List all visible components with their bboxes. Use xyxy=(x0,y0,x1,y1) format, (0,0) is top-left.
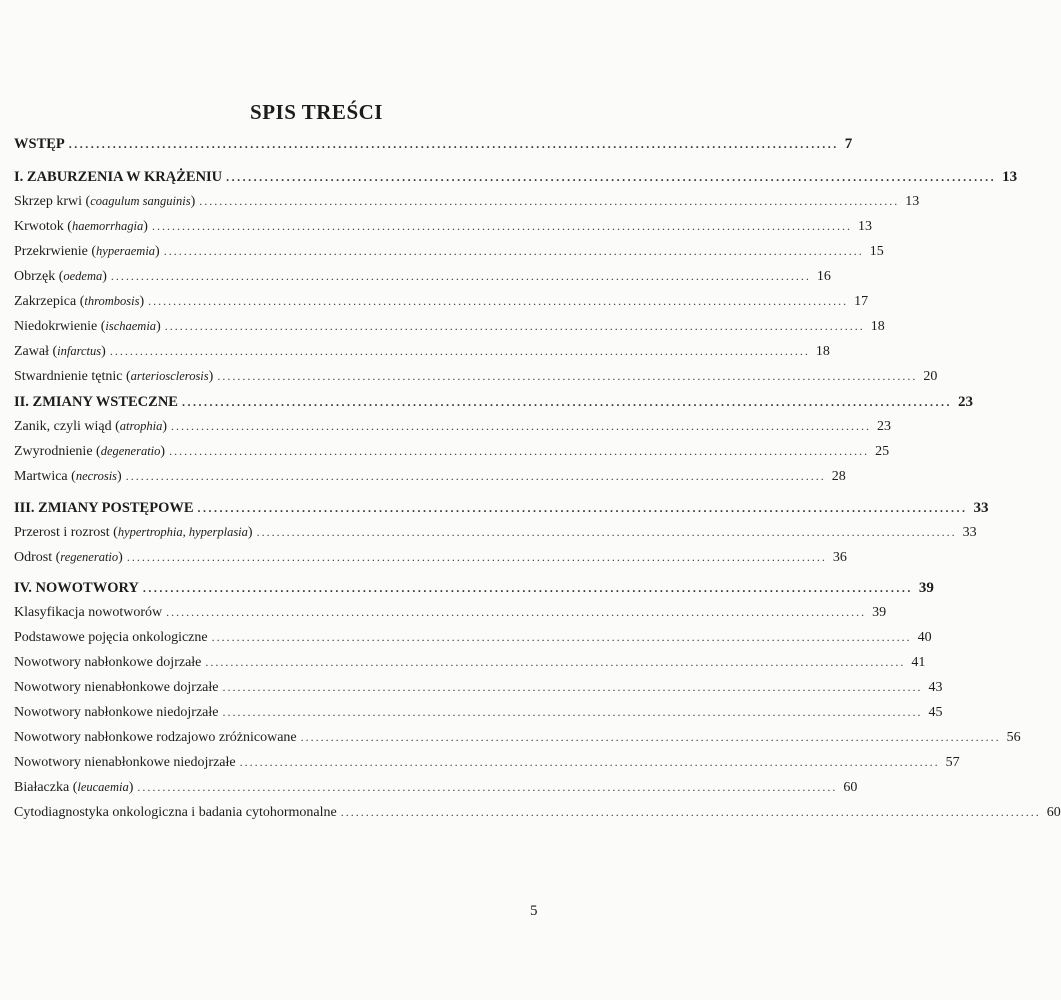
toc-page-number: 60 xyxy=(1046,805,1061,820)
toc-entry xyxy=(14,730,1021,752)
toc-page-number: 39 xyxy=(918,580,934,596)
toc-page-number: 7 xyxy=(844,136,853,152)
toc-label: Zakrzepica (thrombosis) xyxy=(14,294,145,309)
toc-section xyxy=(14,580,934,602)
toc-latin-term: arteriosclerosis xyxy=(130,369,209,383)
toc-entry xyxy=(14,805,1061,827)
toc-label-text: Nowotwory nienabłonkowe dojrzałe xyxy=(14,680,219,695)
toc-page-number: 13 xyxy=(905,194,920,209)
toc-latin-term: coagulum sanguinis xyxy=(90,194,191,208)
toc-latin-term: hyperaemia xyxy=(96,244,156,258)
toc-entry xyxy=(14,194,920,216)
toc-page-number: 18 xyxy=(815,344,830,359)
toc-label-text: III. ZMIANY POSTĘPOWE xyxy=(14,500,194,516)
toc-page-number: 57 xyxy=(945,755,960,770)
toc-entry xyxy=(14,294,869,316)
toc-label: Zwyrodnienie (degeneratio) xyxy=(14,444,166,459)
leader-dots: ............................................................................................................................................ xyxy=(109,344,810,358)
leader-dots: ............................................................................................................................................ xyxy=(142,581,913,595)
toc-label-text: Przekrwienie xyxy=(14,244,92,259)
leader-dots: ............................................................................................................................................ xyxy=(222,705,923,719)
toc-page-number: 16 xyxy=(816,269,831,284)
leader-dots: ............................................................................................................................................ xyxy=(217,369,918,383)
toc-label xyxy=(14,136,65,153)
toc-label-text: Zakrzepica xyxy=(14,294,80,309)
toc-page-number: 13 xyxy=(1002,169,1018,185)
page-number: 5 xyxy=(530,903,538,919)
toc-entry xyxy=(14,755,960,777)
toc-entry xyxy=(14,705,943,727)
toc-label xyxy=(14,580,139,597)
leader-dots: ............................................................................................................................................ xyxy=(300,730,1001,744)
toc-label xyxy=(14,500,194,517)
leader-dots: ............................................................................................................................................ xyxy=(148,294,849,308)
toc-latin-term: hypertrophia, hyperplasia xyxy=(117,525,248,539)
toc-label-text: I. ZABURZENIA W KRĄŻENIU xyxy=(14,169,223,185)
toc-section xyxy=(14,500,989,522)
toc-label xyxy=(14,169,222,186)
toc-entry xyxy=(14,780,858,802)
toc-page-number: 40 xyxy=(917,630,932,645)
toc-latin-term: degeneratio xyxy=(100,444,161,458)
toc-page-number: 23 xyxy=(957,394,973,410)
toc-label-text: Cytodiagnostyka onkologiczna i badania cytohormonalne xyxy=(14,805,337,820)
toc-label xyxy=(14,605,162,621)
toc-label-text: Skrzep krwi xyxy=(14,194,86,209)
leader-dots: ............................................................................................................................................ xyxy=(205,655,906,669)
toc-section xyxy=(14,136,853,158)
toc-entry xyxy=(14,469,846,491)
leader-dots: ............................................................................................................................................ xyxy=(125,469,826,483)
toc-entry xyxy=(14,680,943,702)
leader-dots: ............................................................................................................................................ xyxy=(151,219,852,233)
toc-latin-term: leucaemia xyxy=(77,780,129,794)
leader-dots: ............................................................................................................................................ xyxy=(199,194,900,208)
toc-page-number: 43 xyxy=(928,680,943,695)
toc-label-text: Nowotwory nabłonkowe rodzajowo zróżnicowane xyxy=(14,730,297,745)
toc-label xyxy=(14,730,297,746)
toc-label: Białaczka (leucaemia) xyxy=(14,780,134,795)
toc-section xyxy=(14,169,1018,191)
leader-dots: ............................................................................................................................................ xyxy=(137,780,838,794)
leader-dots: ............................................................................................................................................ xyxy=(166,605,867,619)
toc-entry xyxy=(14,244,884,266)
toc-page-number: 17 xyxy=(854,294,869,309)
toc-page-number: 56 xyxy=(1006,730,1021,745)
toc-label: Zanik, czyli wiąd (atrophia) xyxy=(14,419,168,434)
toc-entry xyxy=(14,630,932,652)
toc-label: Niedokrwienie (ischaemia) xyxy=(14,319,161,334)
toc-latin-term: haemorrhagia xyxy=(71,219,144,233)
leader-dots: ............................................................................................................................................ xyxy=(211,630,912,644)
toc-label xyxy=(14,655,201,671)
toc-label-text: Obrzęk xyxy=(14,269,59,284)
toc-latin-term: infarctus xyxy=(57,344,102,358)
leader-dots: ............................................................................................................................................ xyxy=(68,137,839,151)
toc-label: Stwardnienie tętnic (arteriosclerosis) xyxy=(14,369,214,384)
toc-entry xyxy=(14,655,926,677)
toc-label-text: Przerost i rozrost xyxy=(14,525,114,540)
toc-entry xyxy=(14,219,872,241)
page-title: SPIS TREŚCI xyxy=(250,100,383,124)
leader-dots: ............................................................................................................................................ xyxy=(256,525,957,539)
toc-label-text: II. ZMIANY WSTECZNE xyxy=(14,394,178,410)
toc-label-text: Nowotwory nabłonkowe dojrzałe xyxy=(14,655,202,670)
toc-latin-term: atrophia xyxy=(119,419,163,433)
toc-label-text: Zawał xyxy=(14,344,53,359)
toc-label-text: Niedokrwienie xyxy=(14,319,101,334)
toc-label-text: Odrost xyxy=(14,550,56,565)
toc-label: Krwotok (haemorrhagia) xyxy=(14,219,148,234)
toc-label-text: Martwica xyxy=(14,469,72,484)
toc-label-text: Stwardnienie tętnic xyxy=(14,369,126,384)
leader-dots: ............................................................................................................................................ xyxy=(181,395,952,409)
toc-entry xyxy=(14,269,831,291)
toc-label-text: WSTĘP xyxy=(14,136,65,152)
leader-dots: ............................................................................................................................................ xyxy=(126,550,827,564)
toc-section xyxy=(14,394,973,416)
toc-label xyxy=(14,680,219,696)
toc-label-text: Zwyrodnienie xyxy=(14,444,97,459)
toc-entry xyxy=(14,525,977,547)
toc-label: Odrost (regeneratio) xyxy=(14,550,123,565)
toc-label: Martwica (necrosis) xyxy=(14,469,122,484)
toc-page-number: 36 xyxy=(832,550,847,565)
toc-latin-term: ischaemia xyxy=(105,319,157,333)
toc-label: Zawał (infarctus) xyxy=(14,344,106,359)
toc-page-number: 33 xyxy=(973,500,989,516)
toc-label xyxy=(14,630,208,646)
leader-dots: ............................................................................................................................................ xyxy=(226,170,997,184)
leader-dots: ............................................................................................................................................ xyxy=(164,319,865,333)
toc-latin-term: regeneratio xyxy=(60,550,119,564)
toc-label-text: Nowotwory nienabłonkowe niedojrzałe xyxy=(14,755,236,770)
toc-latin-term: thrombosis xyxy=(84,294,140,308)
toc-label xyxy=(14,805,337,821)
toc-page-number: 15 xyxy=(869,244,884,259)
toc-latin-term: necrosis xyxy=(75,469,118,483)
toc-label: Przekrwienie (hyperaemia) xyxy=(14,244,160,259)
toc-page-number: 18 xyxy=(870,319,885,334)
toc-label: Skrzep krwi (coagulum sanguinis) xyxy=(14,194,196,209)
toc-page-number: 39 xyxy=(872,605,887,620)
toc-label-text: Podstawowe pojęcia onkologiczne xyxy=(14,630,208,645)
toc-page-number: 20 xyxy=(923,369,938,384)
leader-dots: ............................................................................................................................................ xyxy=(110,269,811,283)
toc-page-number: 13 xyxy=(857,219,872,234)
toc-page-number: 33 xyxy=(962,525,977,540)
toc-page-number: 41 xyxy=(911,655,926,670)
toc-label: Przerost i rozrost (hypertrophia, hyperplasia) xyxy=(14,525,253,540)
toc-entry xyxy=(14,605,887,627)
toc-label xyxy=(14,394,178,411)
toc-page-number: 28 xyxy=(831,469,846,484)
toc-page-number: 25 xyxy=(875,444,890,459)
toc-label: Obrzęk (oedema) xyxy=(14,269,107,284)
leader-dots: ............................................................................................................................................ xyxy=(171,419,872,433)
toc-label-text: Krwotok xyxy=(14,219,68,234)
toc-entry xyxy=(14,344,830,366)
toc-label-text: Zanik, czyli wiąd xyxy=(14,419,116,434)
toc-page-number: 60 xyxy=(843,780,858,795)
toc-entry xyxy=(14,419,892,441)
toc-label xyxy=(14,705,219,721)
toc-page-number: 45 xyxy=(928,705,943,720)
toc-entry xyxy=(14,444,890,466)
leader-dots: ............................................................................................................................................ xyxy=(169,444,870,458)
toc-entry xyxy=(14,369,938,391)
toc-label xyxy=(14,755,236,771)
leader-dots: ............................................................................................................................................ xyxy=(163,244,864,258)
toc-label-text: Nowotwory nabłonkowe niedojrzałe xyxy=(14,705,219,720)
toc-entry xyxy=(14,550,847,572)
toc-latin-term: oedema xyxy=(63,269,103,283)
leader-dots: ............................................................................................................................................ xyxy=(340,805,1041,819)
leader-dots: ............................................................................................................................................ xyxy=(239,755,940,769)
toc-label-text: Białaczka xyxy=(14,780,73,795)
leader-dots: ............................................................................................................................................ xyxy=(222,680,923,694)
toc-page-number: 23 xyxy=(877,419,892,434)
toc-label-text: Klasyfikacja nowotworów xyxy=(14,605,163,620)
toc-entry xyxy=(14,319,885,341)
toc-label-text: IV. NOWOTWORY xyxy=(14,580,139,596)
leader-dots: ............................................................................................................................................ xyxy=(197,501,968,515)
